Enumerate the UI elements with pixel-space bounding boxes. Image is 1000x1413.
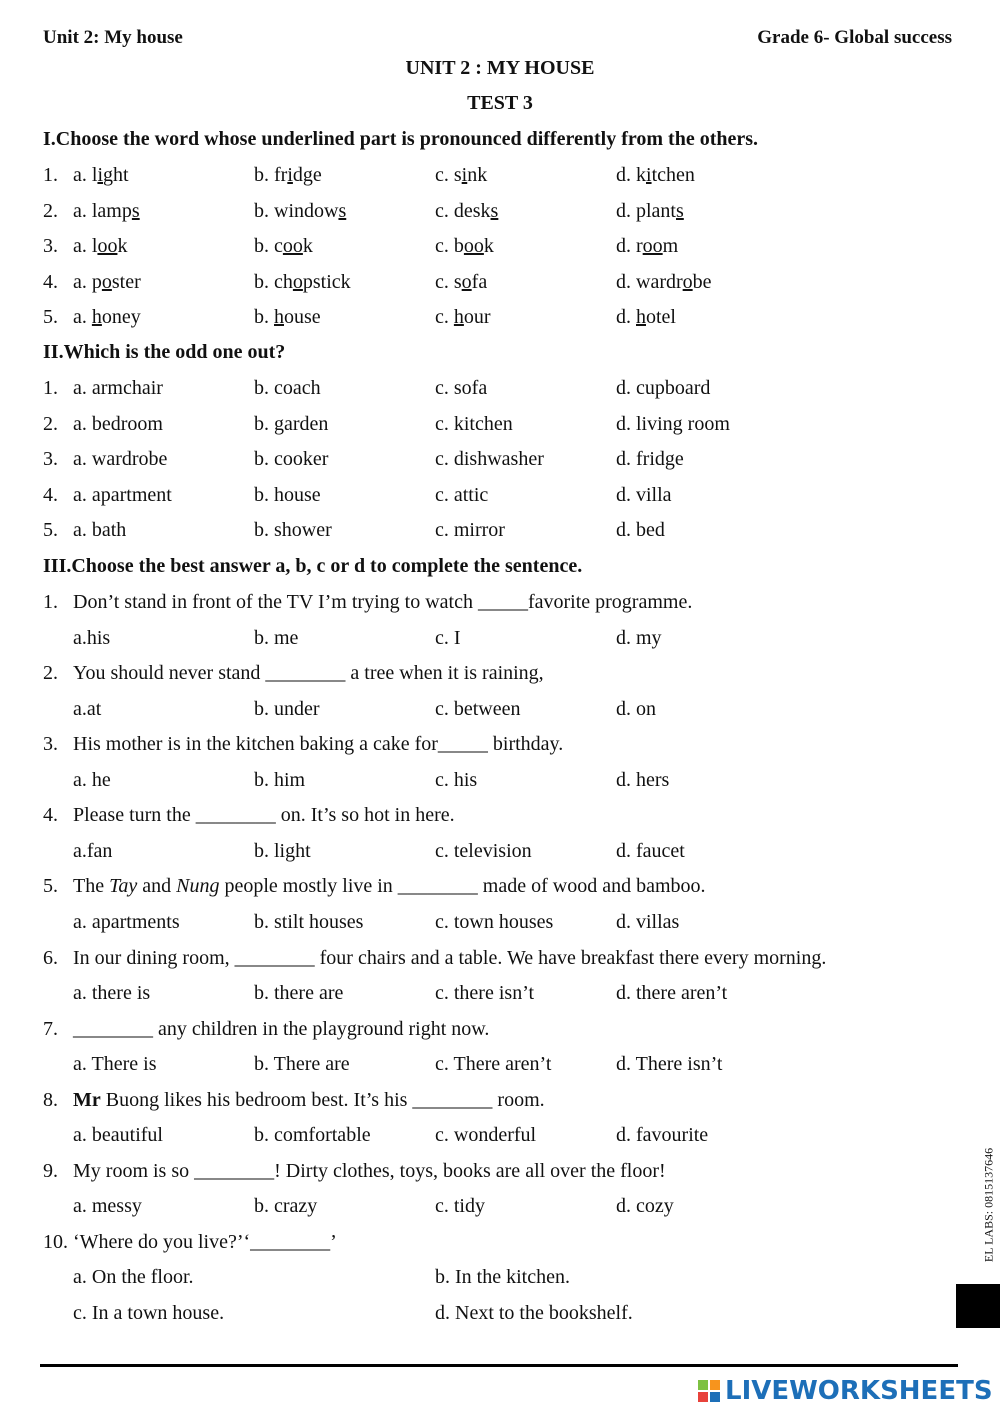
answer-option: b. There are bbox=[254, 1053, 350, 1076]
answer-option: c. I bbox=[435, 626, 461, 649]
sentence-question bbox=[0, 804, 1000, 834]
underlined-part: s bbox=[338, 199, 347, 222]
sentence-question bbox=[0, 1089, 1000, 1119]
question-text bbox=[73, 1089, 545, 1112]
question-number: 8. bbox=[43, 1088, 58, 1111]
answer-option: d. wardrobe bbox=[616, 270, 712, 293]
sentence-question bbox=[0, 1018, 1000, 1048]
answer-option: d. faucet bbox=[616, 839, 685, 862]
answer-option: d. room bbox=[616, 235, 679, 257]
question-text: My room is so ________! Dirty clothes, toys, books are all over the floor! bbox=[73, 1159, 666, 1182]
odd-one-out-question bbox=[0, 413, 1000, 443]
answer-row bbox=[0, 1053, 1000, 1083]
answer-option: c. book bbox=[435, 235, 494, 257]
answer-option: a. look bbox=[73, 235, 128, 257]
answer-option: a. honey bbox=[73, 306, 141, 328]
answer-option: d. villas bbox=[616, 910, 680, 933]
question-number: 5. bbox=[43, 306, 58, 328]
answer-option: c. attic bbox=[435, 483, 489, 506]
underlined-part: o bbox=[292, 270, 303, 293]
answer-option: d. bed bbox=[616, 519, 665, 541]
answer-option: b. stilt houses bbox=[254, 910, 364, 933]
answer-option: b. fridge bbox=[254, 164, 322, 186]
odd-one-out-question bbox=[0, 377, 1000, 407]
question-number: 1. bbox=[43, 377, 58, 399]
question-number: 10. bbox=[43, 1230, 68, 1253]
answer-row bbox=[0, 982, 1000, 1012]
underlined-part: oo bbox=[97, 235, 118, 257]
answer-option: c. desks bbox=[435, 199, 499, 222]
question-text: In our dining room, ________ four chairs and a table. We have breakfast there every morning. bbox=[73, 946, 827, 969]
pronunciation-question bbox=[0, 271, 1000, 301]
answer-option: d. on bbox=[616, 697, 656, 720]
answer-option: a. apartment bbox=[73, 483, 172, 506]
section2-heading: II.Which is the odd one out? bbox=[43, 341, 286, 363]
answer-option: b. house bbox=[254, 306, 321, 328]
sentence-question bbox=[0, 947, 1000, 977]
underlined-part: oo bbox=[282, 235, 303, 257]
page-title: UNIT 2 : MY HOUSE bbox=[405, 57, 595, 79]
question-text: Don’t stand in front of the TV I’m trying to watch _____favorite programme. bbox=[73, 591, 693, 613]
answer-row bbox=[0, 1302, 1000, 1332]
answer-option: d. favourite bbox=[616, 1124, 709, 1147]
question-text-part: Nung bbox=[176, 875, 220, 898]
question-number: 4. bbox=[43, 804, 58, 827]
answer-option: a. On the floor. bbox=[73, 1266, 194, 1289]
question-number: 9. bbox=[43, 1159, 58, 1182]
answer-row bbox=[0, 1124, 1000, 1154]
sidebar-label: EL LABS: 0815137646 bbox=[981, 1147, 996, 1263]
answer-option: b. me bbox=[254, 626, 299, 649]
answer-option: c. his bbox=[435, 768, 478, 791]
underlined-part: s bbox=[676, 199, 684, 222]
answer-option: a. poster bbox=[73, 270, 141, 293]
answer-option: a. beautiful bbox=[73, 1124, 163, 1147]
question-number: 5. bbox=[43, 519, 58, 541]
answer-option: b. garden bbox=[254, 412, 329, 435]
question-number: 4. bbox=[43, 270, 58, 293]
question-text-part: The bbox=[73, 875, 110, 898]
section3-heading: III.Choose the best answer a, b, c or d to complete the sentence. bbox=[43, 555, 583, 577]
question-number: 3. bbox=[43, 733, 58, 756]
answer-option: b. In the kitchen. bbox=[435, 1266, 570, 1289]
sentence-question bbox=[0, 1160, 1000, 1190]
header-grade: Grade 6- Global success bbox=[757, 27, 952, 48]
answer-option: d. villa bbox=[616, 483, 672, 506]
underlined-part: oo bbox=[642, 235, 663, 257]
answer-option: a. bedroom bbox=[73, 412, 163, 435]
answer-option: b. there are bbox=[254, 982, 344, 1004]
answer-option: c. There aren’t bbox=[435, 1053, 552, 1076]
answer-option: c. mirror bbox=[435, 519, 505, 541]
answer-option: d. There isn’t bbox=[616, 1053, 723, 1076]
answer-option: b. house bbox=[254, 483, 321, 506]
answer-option: b. comfortable bbox=[254, 1124, 371, 1147]
answer-option: c. there isn’t bbox=[435, 982, 535, 1004]
answer-option: c. In a town house. bbox=[73, 1301, 225, 1324]
underlined-part: h bbox=[274, 306, 284, 328]
question-text: Please turn the ________ on. It’s so hot in here. bbox=[73, 804, 455, 827]
logo-grid-icon bbox=[698, 1380, 720, 1402]
answer-option: a. messy bbox=[73, 1195, 142, 1218]
header-unit: Unit 2: My house bbox=[43, 27, 183, 48]
answer-option: c. tidy bbox=[435, 1195, 485, 1218]
question-text: You should never stand ________ a tree when it is raining, bbox=[73, 662, 544, 685]
answer-option: d. hers bbox=[616, 768, 670, 791]
question-number: 4. bbox=[43, 483, 58, 506]
answer-option: a. apartments bbox=[73, 910, 180, 933]
question-text-part: and bbox=[137, 875, 177, 898]
question-number: 2. bbox=[43, 662, 58, 685]
answer-option: c. kitchen bbox=[435, 412, 513, 435]
answer-row bbox=[0, 840, 1000, 870]
answer-row bbox=[0, 911, 1000, 941]
question-text: ‘Where do you live?’‘________’ bbox=[73, 1230, 337, 1253]
question-number: 5. bbox=[43, 875, 58, 898]
pronunciation-question bbox=[0, 200, 1000, 230]
underlined-part: i bbox=[287, 164, 293, 186]
answer-option: d. Next to the bookshelf. bbox=[435, 1301, 633, 1324]
underlined-part: i bbox=[461, 164, 468, 186]
footer-divider bbox=[40, 1364, 958, 1367]
section1-heading: I.Choose the word whose underlined part is pronounced differently from the others. bbox=[43, 128, 759, 150]
answer-option: a. light bbox=[73, 164, 129, 186]
underlined-part: h bbox=[91, 306, 102, 328]
pronunciation-question bbox=[0, 235, 1000, 265]
answer-row bbox=[0, 769, 1000, 799]
answer-option: a. wardrobe bbox=[73, 448, 168, 470]
odd-one-out-question bbox=[0, 519, 1000, 549]
answer-option: a. There is bbox=[73, 1053, 157, 1076]
pronunciation-question bbox=[0, 164, 1000, 194]
answer-option: c. hour bbox=[435, 306, 491, 328]
sentence-question bbox=[0, 733, 1000, 763]
answer-option: d. kitchen bbox=[616, 164, 695, 186]
pronunciation-question bbox=[0, 306, 1000, 336]
page-subtitle: TEST 3 bbox=[467, 92, 533, 114]
question-text-part: Mr bbox=[73, 1088, 101, 1111]
odd-one-out-question bbox=[0, 484, 1000, 514]
underlined-part: o bbox=[461, 270, 472, 293]
answer-option: d. my bbox=[616, 626, 662, 649]
odd-one-out-question bbox=[0, 448, 1000, 478]
question-text: His mother is in the kitchen baking a cake for_____ birthday. bbox=[73, 733, 564, 756]
answer-option: c. sofa bbox=[435, 377, 488, 399]
underlined-part: h bbox=[636, 306, 646, 328]
answer-row bbox=[0, 627, 1000, 657]
underlined-part: oo bbox=[463, 235, 484, 257]
answer-option: a. lamps bbox=[73, 199, 140, 222]
underlined-part: o bbox=[101, 270, 112, 293]
question-text-part: Tay bbox=[109, 875, 138, 898]
question-number: 2. bbox=[43, 412, 58, 435]
underlined-part: s bbox=[131, 199, 140, 222]
answer-option: d. hotel bbox=[616, 306, 676, 328]
answer-option: a.his bbox=[73, 626, 111, 649]
answer-option: a. armchair bbox=[73, 377, 163, 399]
question-text-part: people mostly live in ________ made of wood and bamboo. bbox=[219, 875, 706, 898]
sentence-question bbox=[0, 591, 1000, 621]
answer-option: d. plants bbox=[616, 199, 684, 222]
answer-row bbox=[0, 1266, 1000, 1296]
answer-option: c. dishwasher bbox=[435, 448, 544, 470]
sentence-question bbox=[0, 662, 1000, 692]
question-text bbox=[73, 875, 706, 898]
answer-option: c. between bbox=[435, 697, 521, 720]
sentence-question bbox=[0, 875, 1000, 905]
answer-option: a. he bbox=[73, 768, 111, 791]
answer-option: d. cozy bbox=[616, 1195, 674, 1218]
answer-option: a.at bbox=[73, 697, 102, 720]
answer-option: b. under bbox=[254, 697, 320, 720]
answer-option: b. cook bbox=[254, 235, 313, 257]
answer-option: b. crazy bbox=[254, 1195, 318, 1218]
answer-option: b. shower bbox=[254, 519, 332, 541]
answer-option: d. cupboard bbox=[616, 377, 711, 399]
answer-row bbox=[0, 1195, 1000, 1225]
answer-option: b. him bbox=[254, 768, 306, 791]
answer-row bbox=[0, 698, 1000, 728]
answer-option: c. television bbox=[435, 839, 532, 862]
answer-option: d. living room bbox=[616, 412, 730, 435]
corner-block bbox=[956, 1284, 1000, 1328]
underlined-part: i bbox=[646, 164, 652, 186]
question-number: 2. bbox=[43, 199, 58, 222]
question-number: 1. bbox=[43, 591, 58, 613]
answer-option: b. coach bbox=[254, 377, 321, 399]
answer-option: c. sofa bbox=[435, 270, 488, 293]
answer-option: d. there aren’t bbox=[616, 982, 728, 1004]
answer-option: a. there is bbox=[73, 982, 151, 1004]
sentence-question bbox=[0, 1231, 1000, 1261]
question-number: 3. bbox=[43, 448, 58, 470]
answer-option: d. fridge bbox=[616, 448, 684, 470]
question-number: 1. bbox=[43, 164, 58, 186]
question-number: 3. bbox=[43, 235, 58, 257]
underlined-part: s bbox=[490, 199, 499, 222]
question-number: 7. bbox=[43, 1017, 58, 1040]
answer-option: b. windows bbox=[254, 199, 347, 222]
underlined-part: h bbox=[453, 306, 464, 328]
answer-option: b. light bbox=[254, 839, 311, 862]
answer-option: c. sink bbox=[435, 164, 488, 186]
logo-text: LIVEWORKSHEETS bbox=[725, 1376, 993, 1406]
question-text-part: Buong likes his bedroom best. It’s his ________ room. bbox=[100, 1088, 545, 1111]
answer-option: b. chopstick bbox=[254, 270, 351, 293]
answer-option: c. wonderful bbox=[435, 1124, 537, 1147]
underlined-part: o bbox=[682, 270, 693, 293]
question-text: ________ any children in the playground right now. bbox=[73, 1017, 490, 1040]
question-number: 6. bbox=[43, 946, 58, 969]
answer-option: a. bath bbox=[73, 519, 127, 541]
answer-option: a.fan bbox=[73, 839, 113, 862]
answer-option: b. cooker bbox=[254, 448, 329, 470]
answer-option: c. town houses bbox=[435, 910, 554, 933]
underlined-part: i bbox=[97, 164, 103, 186]
